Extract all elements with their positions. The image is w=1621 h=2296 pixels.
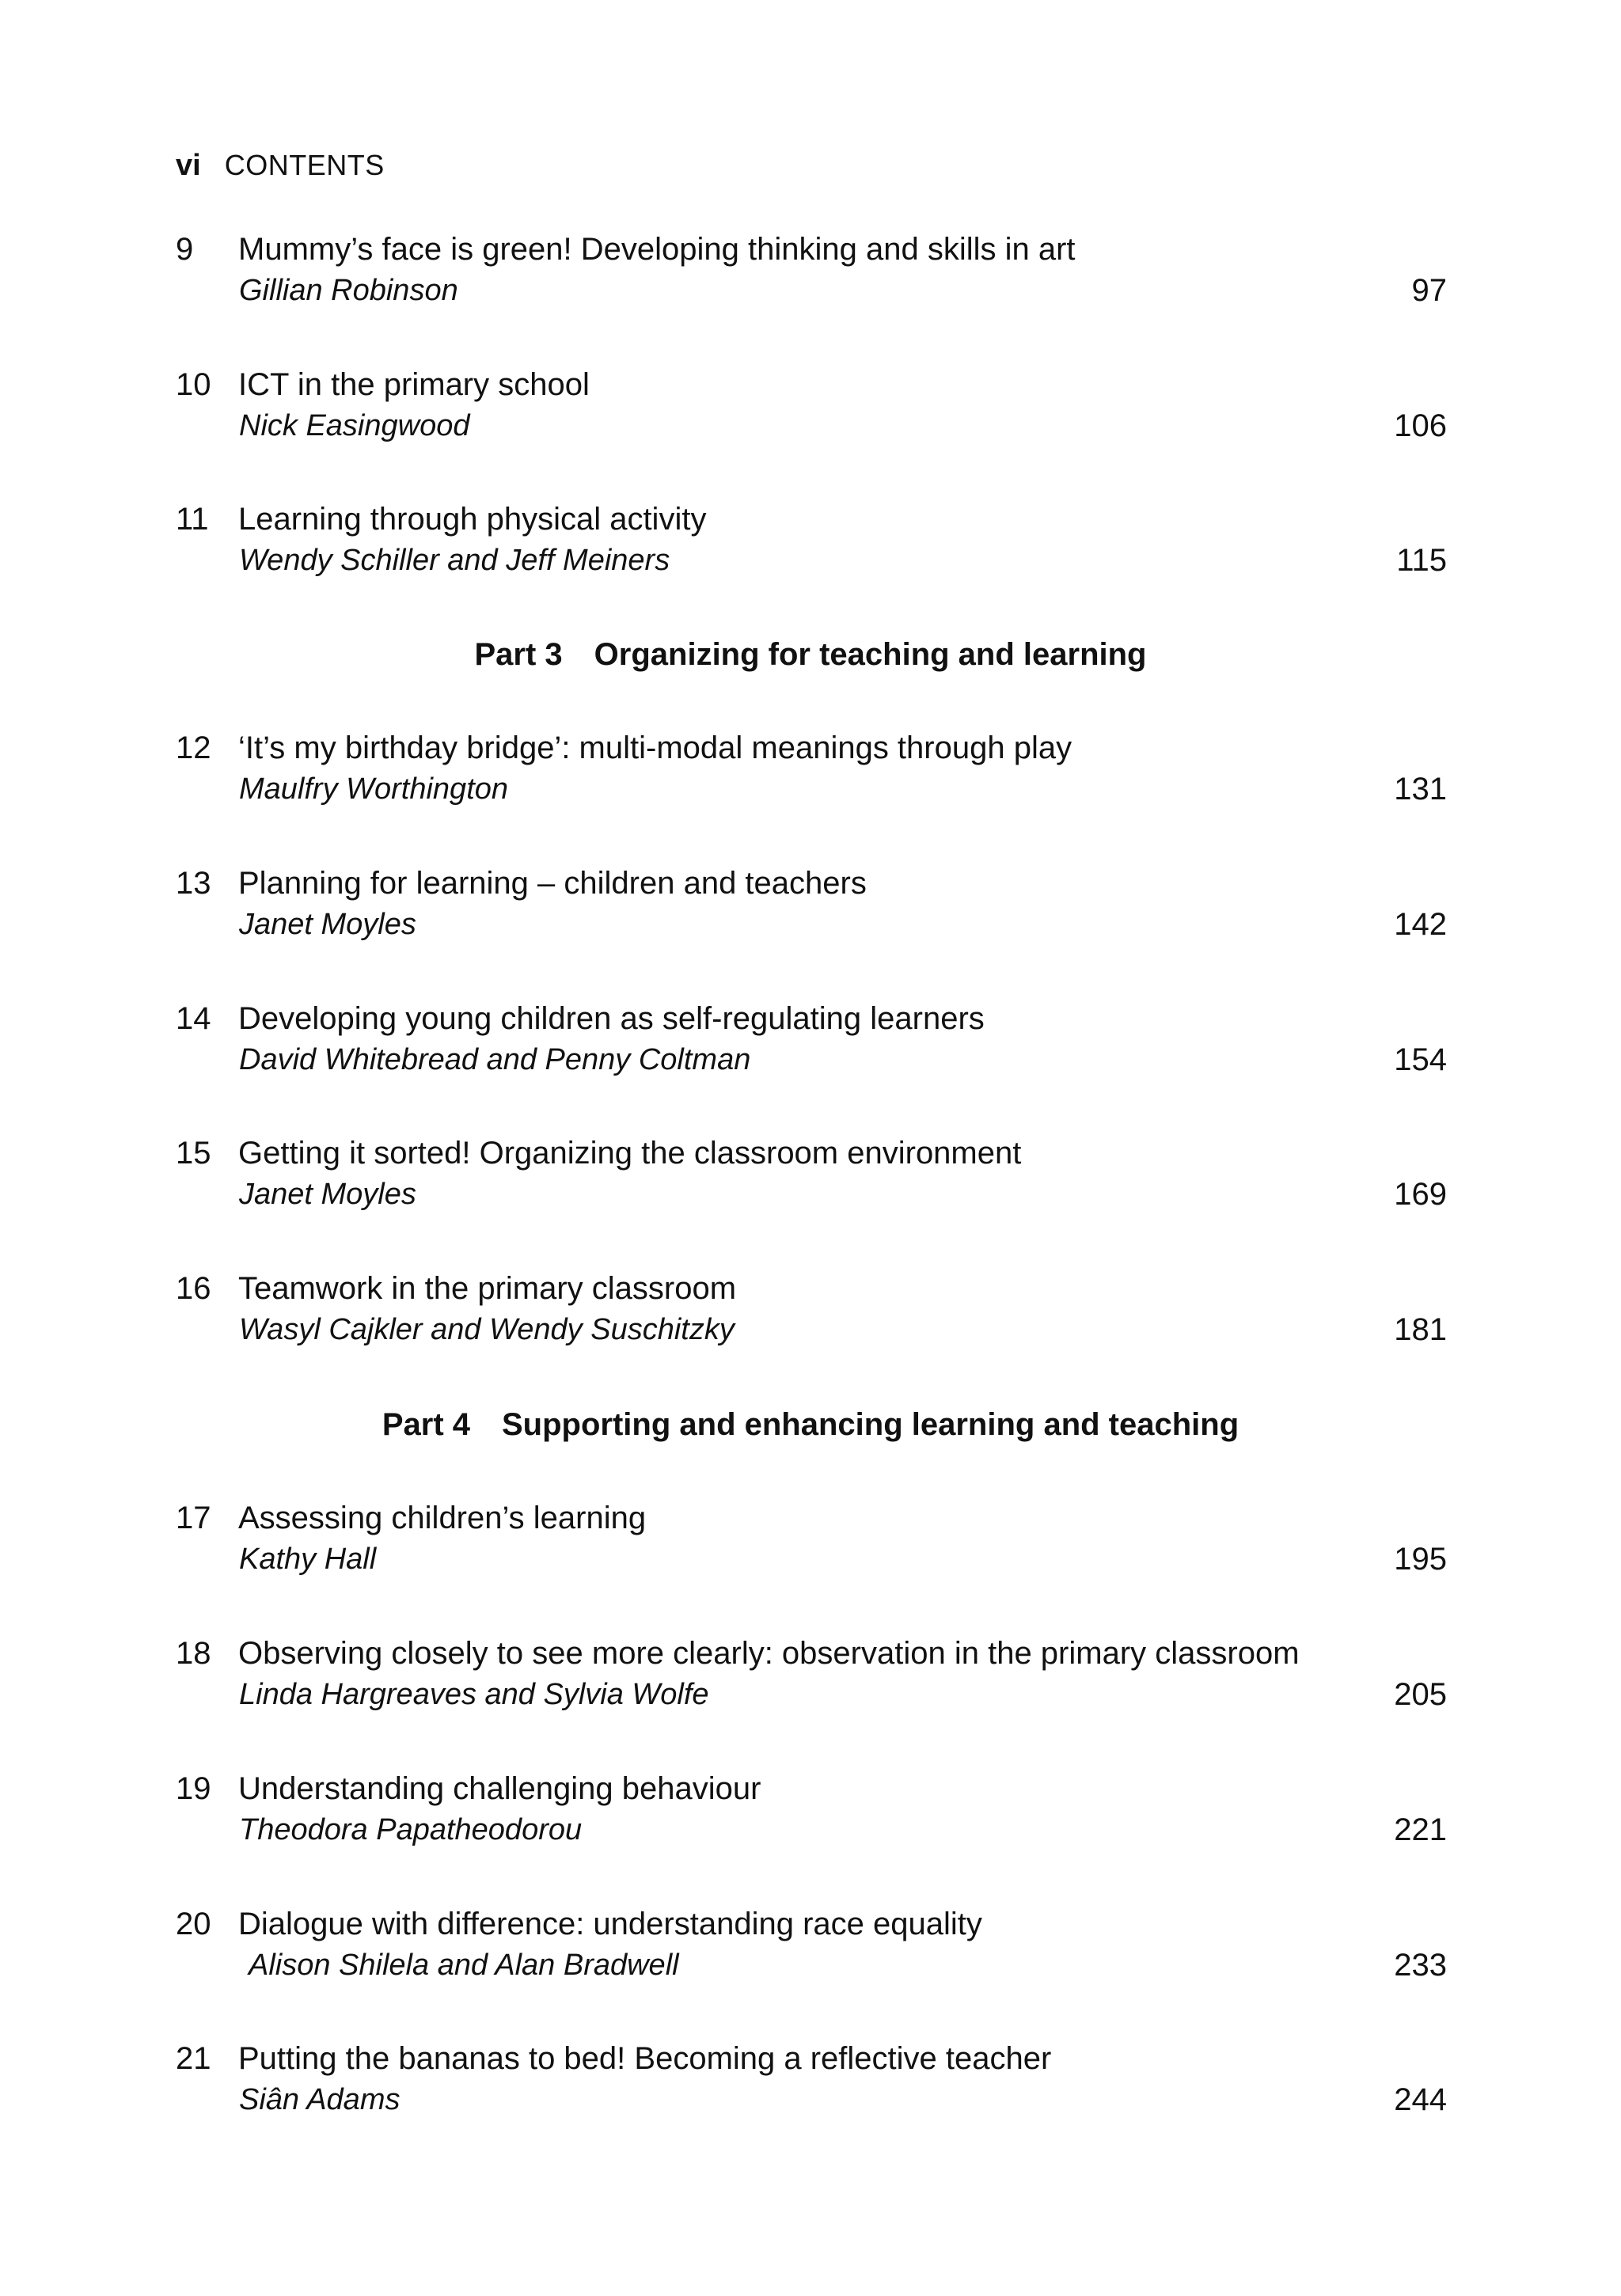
chapter-author: Maulfry Worthington: [239, 772, 509, 806]
chapter-title: Putting the bananas to bed! Becoming a reflective teacher: [238, 2041, 1052, 2076]
part-title: Supporting and enhancing learning and teaching: [502, 1407, 1239, 1442]
chapter-number: 19: [176, 1771, 211, 1806]
page-number: 181: [1394, 1312, 1447, 1347]
part-title: Organizing for teaching and learning: [594, 637, 1147, 672]
running-title: CONTENTS: [224, 149, 385, 181]
page-number: 233: [1394, 1948, 1447, 1983]
chapter-number: 9: [176, 232, 194, 267]
chapter-title: ‘It’s my birthday bridge’: multi-modal meanings through play: [238, 731, 1072, 765]
toc-entry-14[interactable]: [176, 999, 1447, 1086]
page-number: 131: [1394, 772, 1447, 806]
page-number: 142: [1394, 907, 1447, 942]
toc-entry-12[interactable]: [176, 728, 1447, 815]
chapter-author: Kathy Hall: [239, 1543, 377, 1576]
page-number: 106: [1394, 408, 1447, 443]
chapter-number: 14: [176, 1001, 211, 1036]
page-number: 169: [1394, 1177, 1447, 1212]
chapter-title: Dialogue with difference: understanding race equality: [238, 1907, 982, 1941]
chapter-author: Janet Moyles: [239, 908, 416, 941]
toc-entry-18[interactable]: [176, 1634, 1447, 1721]
chapter-author: Theodora Papatheodorou: [239, 1813, 583, 1846]
chapter-title: Assessing children’s learning: [238, 1501, 647, 1535]
chapter-author: Wasyl Cajkler and Wendy Suschitzky: [239, 1313, 735, 1346]
page-number: 115: [1396, 543, 1447, 578]
toc-entry-20[interactable]: [176, 1904, 1447, 1991]
chapter-author: Janet Moyles: [239, 1178, 416, 1211]
chapter-number: 21: [176, 2041, 211, 2076]
toc-entry-11[interactable]: [176, 499, 1447, 586]
part-label: Part 4: [382, 1407, 470, 1442]
chapter-author: Wendy Schiller and Jeff Meiners: [239, 544, 670, 577]
chapter-title: Planning for learning – children and teachers: [238, 866, 867, 901]
page-number: 205: [1394, 1677, 1447, 1712]
toc-entry-17[interactable]: [176, 1498, 1447, 1585]
page-number: 244: [1394, 2082, 1447, 2117]
toc-entry-10[interactable]: [176, 365, 1447, 452]
page-number: 221: [1394, 1812, 1447, 1847]
chapter-title: ICT in the primary school: [238, 367, 590, 402]
chapter-author: Nick Easingwood: [239, 409, 470, 442]
part-label: Part 3: [474, 637, 563, 672]
chapter-number: 15: [176, 1136, 211, 1171]
chapter-author: Gillian Robinson: [239, 274, 458, 307]
chapter-title: Understanding challenging behaviour: [238, 1771, 761, 1806]
chapter-title: Learning through physical activity: [238, 502, 707, 537]
chapter-title: Getting it sorted! Organizing the classroom environment: [238, 1136, 1022, 1171]
part-heading-4: [0, 1405, 1621, 1444]
chapter-title: Mummy’s face is green! Developing thinking and skills in art: [238, 232, 1076, 267]
chapter-number: 12: [176, 731, 211, 765]
chapter-author: David Whitebread and Penny Coltman: [239, 1043, 751, 1076]
chapter-number: 11: [176, 502, 209, 537]
chapter-number: 16: [176, 1271, 211, 1306]
page-folio: vi: [176, 149, 201, 182]
part-heading-3: [0, 635, 1621, 674]
chapter-number: 10: [176, 367, 211, 402]
chapter-number: 17: [176, 1501, 211, 1535]
page-number: 97: [1411, 273, 1447, 308]
toc-entry-15[interactable]: [176, 1133, 1447, 1220]
chapter-title: Developing young children as self-regulating learners: [238, 1001, 985, 1036]
chapter-number: 13: [176, 866, 211, 901]
chapter-title: Observing closely to see more clearly: observation in the primary classroom: [238, 1636, 1300, 1671]
toc-entry-19[interactable]: [176, 1769, 1447, 1856]
chapter-number: 18: [176, 1636, 211, 1671]
chapter-title: Teamwork in the primary classroom: [238, 1271, 737, 1306]
toc-entry-9[interactable]: [176, 230, 1447, 317]
toc-entry-13[interactable]: [176, 863, 1447, 951]
toc-entry-21[interactable]: [176, 2039, 1447, 2126]
chapter-author: Siân Adams: [239, 2083, 401, 2116]
page-number: 195: [1394, 1542, 1447, 1577]
chapter-number: 20: [176, 1907, 211, 1941]
page-number: 154: [1394, 1042, 1447, 1077]
chapter-author: Alison Shilela and Alan Bradwell: [249, 1949, 679, 1982]
toc-entry-16[interactable]: [176, 1269, 1447, 1356]
chapter-author: Linda Hargreaves and Sylvia Wolfe: [239, 1678, 709, 1711]
